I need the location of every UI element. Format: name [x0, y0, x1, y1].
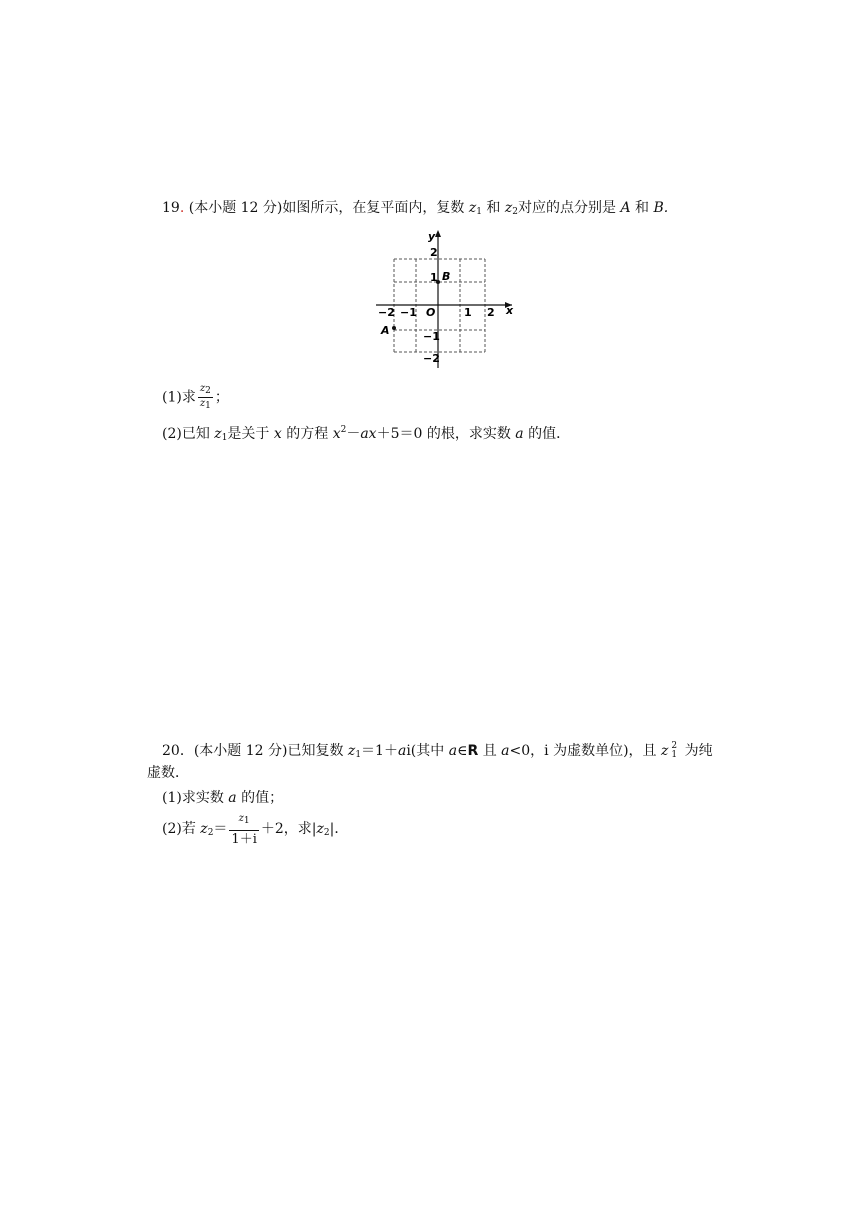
y-axis-label: y: [428, 230, 436, 243]
complex-plane-figure: [370, 228, 520, 368]
fraction-z2-over-z1: $\frac{z2}{z1}$: [199, 383, 211, 411]
q20-part2: (2)若 $z_2=$ $\frac{z1}{1+i}$ ＋2，求$|z_2|$．: [162, 810, 348, 848]
q19-number: 19: [162, 200, 180, 216]
origin-label: O: [426, 306, 436, 319]
q19-stem: 19. (本小题 12 分)如图所示，在复平面内，复数 $z_1$ 和 $z_2$对应的点分别是 A 和 B.: [162, 200, 669, 217]
x-tick-label: −1: [400, 306, 417, 319]
x-axis-label: x: [506, 304, 514, 317]
point-A-dot: [392, 326, 396, 330]
y-tick-label: 1: [430, 271, 438, 284]
x-tick-label: 2: [487, 306, 495, 319]
q19-header: (本小题 12 分): [188, 200, 283, 216]
q20-number: 20．: [162, 743, 194, 759]
q19-part1: (1)求 $\frac{z2}{z1}$ ；: [162, 383, 229, 411]
q20-stem-line2: 虚数．: [147, 765, 189, 781]
q20-header: (本小题 12 分): [193, 743, 288, 759]
x-tick-label: −2: [378, 306, 395, 319]
y-tick-label: −2: [423, 352, 440, 365]
point-A-label: A: [381, 324, 390, 337]
fraction-z1-over-1-plus-i: $\frac{z1}{1+i}$: [229, 810, 258, 848]
q19-number-dot: .: [179, 200, 185, 216]
y-tick-label: −1: [423, 330, 440, 343]
q20-part1: (1)求实数 a 的值；: [162, 790, 284, 806]
q20-stem-line1: 20．(本小题 12 分)已知复数 $z_1=1+ai$(其中 a∈R 且 a<0，i 为虚数单位)，且 z 2 1 为纯: [162, 741, 713, 760]
axes: [376, 232, 512, 368]
x-tick-label: 1: [464, 306, 472, 319]
y-tick-label: 2: [430, 246, 438, 259]
q19-part2: (2)已知 $z_1$是关于 x 的方程 $x^2-ax+5=0$ 的根，求实数 a 的值．: [162, 425, 571, 443]
y-axis-arrow: [435, 230, 441, 237]
point-B-label: B: [442, 270, 451, 283]
